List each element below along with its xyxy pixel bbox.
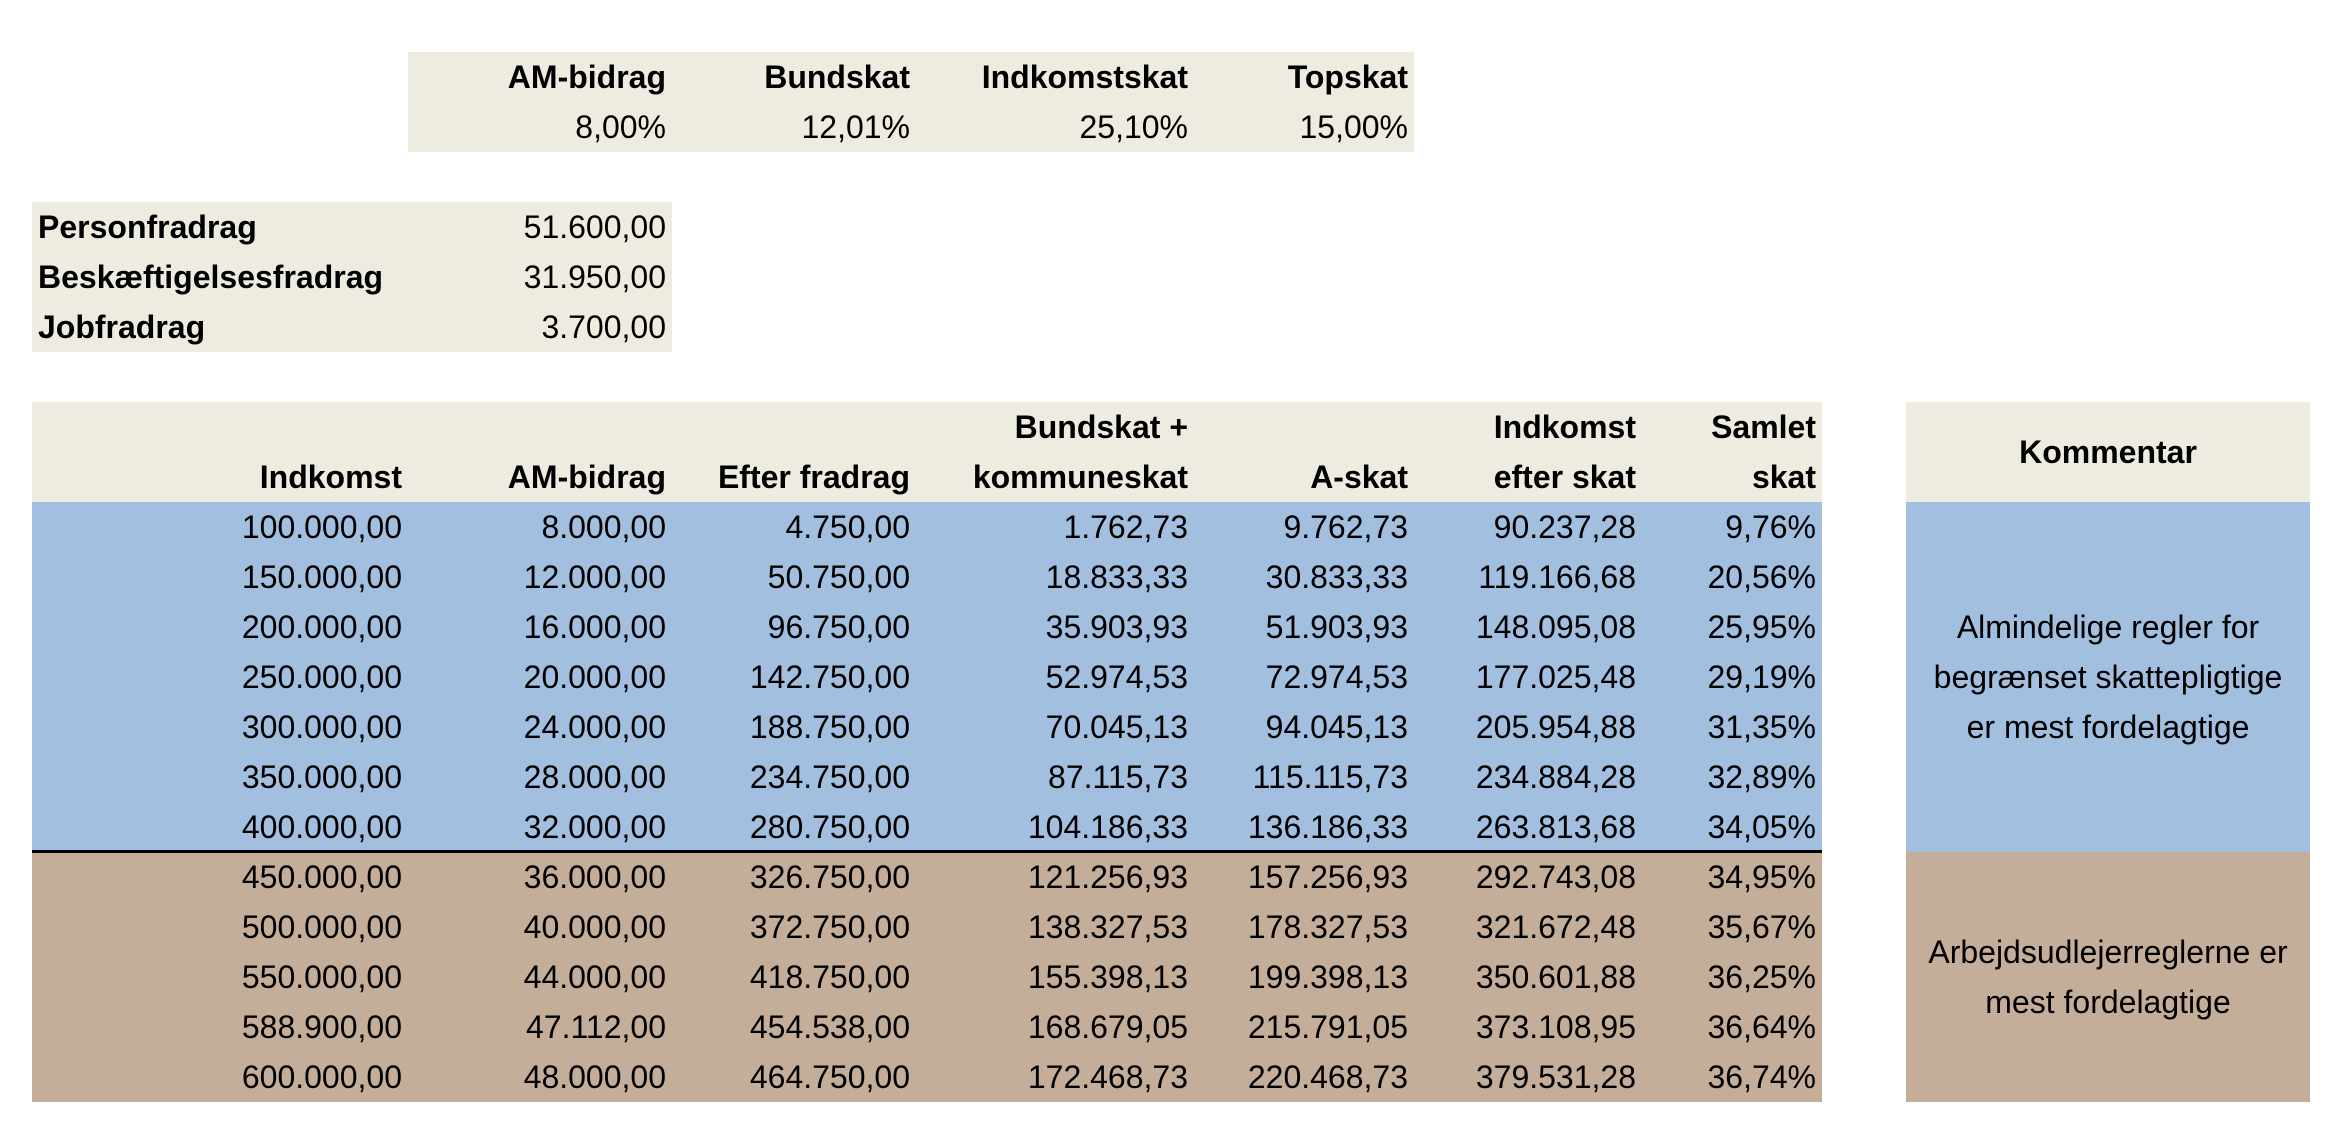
table-cell: 35,67%: [1707, 909, 1816, 945]
table-cell: 18.833,33: [1045, 559, 1188, 595]
column-header-line1: Samlet: [1711, 409, 1816, 445]
deduction-label: Personfradrag: [38, 209, 257, 245]
rate-value: 12,01%: [801, 109, 910, 145]
table-cell: 454.538,00: [749, 1009, 910, 1045]
table-cell: 29,19%: [1707, 659, 1816, 695]
rate-value: 8,00%: [575, 109, 666, 145]
table-cell: 100.000,00: [241, 509, 402, 545]
table-cell: 138.327,53: [1027, 909, 1188, 945]
table-cell: 188.750,00: [749, 709, 910, 745]
table-cell: 28.000,00: [523, 759, 666, 795]
deduction-label: Beskæftigelsesfradrag: [38, 259, 384, 295]
rate-value: 25,10%: [1079, 109, 1188, 145]
comment-brown: Arbejdsudlejerreglerne er mest fordelagtige: [1906, 852, 2310, 1102]
table-cell: 94.045,13: [1265, 709, 1408, 745]
table-cell: 48.000,00: [523, 1059, 666, 1095]
table-cell: 588.900,00: [241, 1009, 402, 1045]
column-header-line1: [672, 402, 916, 452]
table-cell: 1.762,73: [1063, 509, 1188, 545]
table-cell: 500.000,00: [241, 909, 402, 945]
table-cell: 104.186,33: [1027, 809, 1188, 845]
table-cell: 142.750,00: [749, 659, 910, 695]
table-cell: 36,25%: [1707, 959, 1816, 995]
table-cell: 36.000,00: [523, 859, 666, 895]
table-cell: 35.903,93: [1045, 609, 1188, 645]
table-cell: 52.974,53: [1045, 659, 1188, 695]
comment-blue: Almindelige regler for begrænset skattepligtige er mest fordelagtige: [1906, 502, 2310, 852]
rate-header: Indkomstskat: [981, 59, 1188, 95]
column-header-line1: [408, 402, 672, 452]
rate-header: Topskat: [1287, 59, 1408, 95]
table-cell: 47.112,00: [526, 1009, 666, 1045]
table-cell: 220.468,73: [1247, 1059, 1408, 1095]
table-cell: 178.327,53: [1247, 909, 1408, 945]
table-cell: 25,95%: [1707, 609, 1816, 645]
table-cell: 372.750,00: [749, 909, 910, 945]
table-cell: 9.762,73: [1283, 509, 1408, 545]
column-header-line1: [1194, 402, 1414, 452]
table-cell: 40.000,00: [523, 909, 666, 945]
column-header-line1: Bundskat +: [1014, 409, 1188, 445]
table-cell: 177.025,48: [1475, 659, 1636, 695]
table-cell: 20.000,00: [523, 659, 666, 695]
table-cell: 200.000,00: [241, 609, 402, 645]
column-header-line2: skat: [1751, 459, 1816, 495]
comment-header: Kommentar: [1906, 402, 2310, 502]
table-cell: 280.750,00: [749, 809, 910, 845]
deduction-value: 3.700,00: [541, 309, 666, 345]
table-cell: 199.398,13: [1247, 959, 1408, 995]
table-cell: 9,76%: [1725, 509, 1816, 545]
table-cell: 172.468,73: [1027, 1059, 1188, 1095]
column-header-line2: A-skat: [1310, 459, 1408, 495]
table-cell: 155.398,13: [1027, 959, 1188, 995]
table-cell: 250.000,00: [241, 659, 402, 695]
column-header-line2: efter skat: [1493, 459, 1636, 495]
table-cell: 36,64%: [1707, 1009, 1816, 1045]
table-cell: 292.743,08: [1475, 859, 1636, 895]
table-cell: 350.601,88: [1475, 959, 1636, 995]
table-cell: 4.750,00: [785, 509, 910, 545]
table-cell: 234.750,00: [749, 759, 910, 795]
table-cell: 72.974,53: [1265, 659, 1408, 695]
table-cell: 70.045,13: [1045, 709, 1188, 745]
table-cell: 31,35%: [1707, 709, 1816, 745]
table-cell: 34,05%: [1707, 809, 1816, 845]
deduction-value: 31.950,00: [523, 259, 666, 295]
table-cell: 234.884,28: [1475, 759, 1636, 795]
column-header-line2: Indkomst: [259, 459, 402, 495]
rate-header: Bundskat: [764, 59, 910, 95]
deduction-label: Jobfradrag: [38, 309, 206, 345]
table-cell: 8.000,00: [541, 509, 666, 545]
table-cell: 326.750,00: [749, 859, 910, 895]
table-cell: 350.000,00: [241, 759, 402, 795]
table-cell: 300.000,00: [241, 709, 402, 745]
table-cell: 115.115,73: [1252, 759, 1408, 795]
table-cell: 20,56%: [1707, 559, 1816, 595]
table-cell: 400.000,00: [241, 809, 402, 845]
table-cell: 157.256,93: [1247, 859, 1408, 895]
table-cell: 90.237,28: [1493, 509, 1636, 545]
table-cell: 24.000,00: [523, 709, 666, 745]
table-cell: 50.750,00: [767, 559, 910, 595]
table-cell: 450.000,00: [241, 859, 402, 895]
table-cell: 32.000,00: [523, 809, 666, 845]
column-header-line1: [32, 402, 408, 452]
column-header-line2: AM-bidrag: [507, 459, 666, 495]
table-cell: 263.813,68: [1475, 809, 1636, 845]
table-cell: 30.833,33: [1265, 559, 1408, 595]
table-cell: 44.000,00: [523, 959, 666, 995]
table-cell: 321.672,48: [1475, 909, 1636, 945]
deduction-value: 51.600,00: [523, 209, 666, 245]
table-cell: 32,89%: [1707, 759, 1816, 795]
table-cell: 34,95%: [1707, 859, 1816, 895]
rate-value: 15,00%: [1299, 109, 1408, 145]
table-cell: 148.095,08: [1475, 609, 1636, 645]
table-cell: 96.750,00: [767, 609, 910, 645]
column-header-line2: Efter fradrag: [717, 459, 910, 495]
table-cell: 136.186,33: [1247, 809, 1408, 845]
table-cell: 600.000,00: [241, 1059, 402, 1095]
table-cell: 379.531,28: [1475, 1059, 1636, 1095]
table-cell: 418.750,00: [749, 959, 910, 995]
column-header-line1: Indkomst: [1493, 409, 1636, 445]
table-cell: 168.679,05: [1027, 1009, 1188, 1045]
table-cell: 150.000,00: [241, 559, 402, 595]
table-cell: 16.000,00: [523, 609, 666, 645]
table-cell: 36,74%: [1707, 1059, 1816, 1095]
table-cell: 51.903,93: [1265, 609, 1408, 645]
table-cell: 119.166,68: [1478, 559, 1636, 595]
rate-header: AM-bidrag: [507, 59, 666, 95]
table-cell: 373.108,95: [1475, 1009, 1636, 1045]
table-cell: 87.115,73: [1048, 759, 1188, 795]
table-cell: 215.791,05: [1247, 1009, 1408, 1045]
table-cell: 464.750,00: [749, 1059, 910, 1095]
column-header-line2: kommuneskat: [972, 459, 1188, 495]
table-cell: 205.954,88: [1475, 709, 1636, 745]
table-cell: 550.000,00: [241, 959, 402, 995]
table-cell: 121.256,93: [1027, 859, 1188, 895]
table-cell: 12.000,00: [523, 559, 666, 595]
